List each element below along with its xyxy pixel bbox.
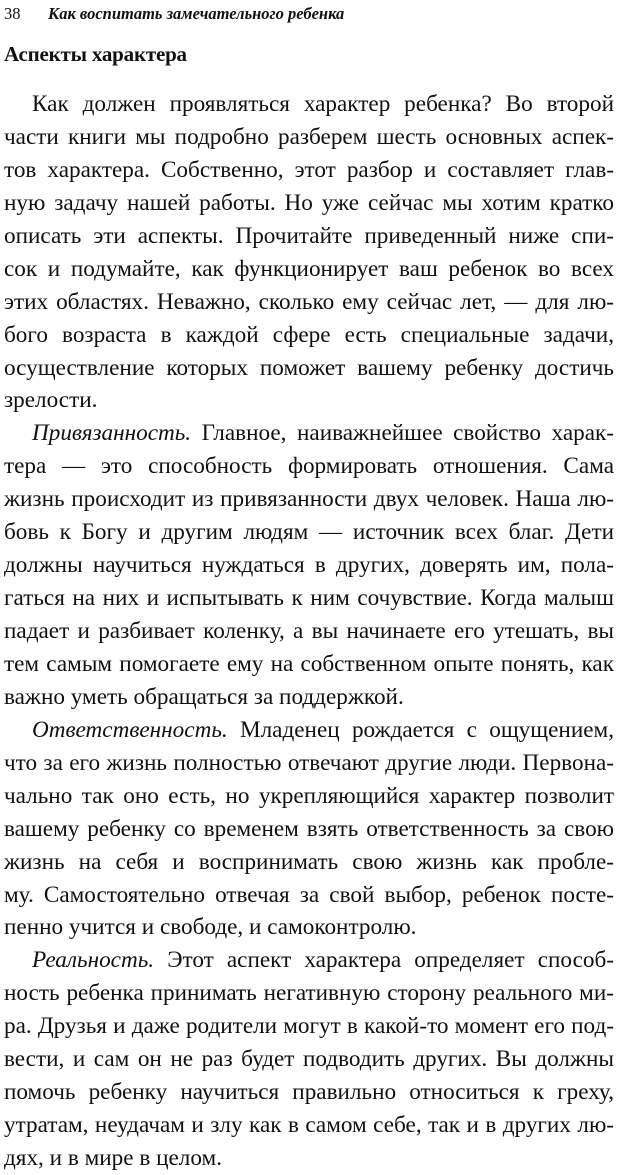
paragraph-1-line: сок и подумайте, как функционирует ваш ребенок во всех: [4, 255, 614, 282]
paragraph-3-line: пенно учится и свободе, и самоконтролю.: [4, 914, 417, 941]
paragraph-2-first-line: [4, 417, 614, 450]
paragraph-1-line: ную задачу нашей работы. Но уже сейчас мы хотим кратко: [4, 189, 614, 216]
paragraph-3-line: жизнь на себя и воспринимать свою жизнь как пробле-: [4, 848, 614, 875]
paragraph-2-line: тера — это способность формировать отношения. Сама: [4, 453, 614, 480]
paragraph-4-line: помочь ребенку научиться правильно относиться к греху,: [4, 1079, 614, 1106]
paragraph-4-line: утратам, неудачам и злу как в самом себе, так и в других лю-: [4, 1112, 614, 1139]
page-number: 38: [4, 4, 21, 23]
paragraph-4-line: ность ребенка принимать негативную сторону реального ми-: [4, 980, 614, 1007]
paragraph-4-line: дях, и в мире в целом.: [4, 1145, 223, 1171]
term-responsibility: Ответственность.: [32, 716, 228, 743]
paragraph-3-line: что за его жизнь полностью отвечают другие люди. Первона-: [4, 749, 614, 776]
paragraph-3-line: му. Самостоятельно отвечая за свой выбор, ребенок посте-: [4, 881, 614, 908]
paragraph-4-line: вести, и сам он не раз будет подводить других. Вы должны: [4, 1046, 614, 1073]
paragraph-1-line: этих областях. Неважно, сколько ему сейчас лет, — для лю-: [4, 288, 614, 315]
paragraph-2-line: важно уметь обращаться за поддержкой.: [4, 683, 404, 710]
paragraph-2-line: падает и разбивает коленку, а вы начинаете его утешать, вы: [4, 618, 614, 644]
body-text: [4, 88, 614, 1175]
paragraph-1-line: осуществление которых поможет вашему ребенку достичь: [4, 354, 614, 381]
paragraph-4-line: ра. Друзья и даже родители могут в какой-то момент его под-: [4, 1013, 614, 1040]
running-head: [4, 2, 614, 26]
paragraph-1-line: части книги мы подробно разберем шесть основных аспек-: [4, 123, 614, 150]
paragraph-1-line: зрелости.: [4, 387, 98, 414]
paragraph-3-first-line: [4, 714, 614, 747]
paragraph-1-line: тов характера. Собственно, этот разбор и составляет глав-: [4, 156, 614, 183]
paragraph-2-line: должны научиться нуждаться в других, доверять им, пола-: [4, 552, 614, 579]
term-reality: Реальность.: [32, 947, 155, 974]
section-heading: Аспекты характера: [4, 42, 187, 66]
paragraph-3-line: вашему ребенку со временем взять ответственность за свою: [4, 815, 614, 842]
paragraph-2-line: Главное, наиважнейшее свойство харак-: [191, 420, 614, 447]
paragraph-1-line: описать эти аспекты. Прочитайте приведенный ниже спи-: [4, 222, 614, 249]
paragraph-1-line: бого возраста в каждой сфере есть специальные задачи,: [4, 321, 614, 348]
book-page: [4, 0, 614, 1171]
paragraph-2-line: гаться на них и испытывать к ним сочувствие. Когда малыш: [4, 585, 614, 612]
paragraph-4-line: Этот аспект характера определяет способ-: [154, 947, 614, 974]
paragraph-3-line: чально так оно есть, но укрепляющийся характер позволит: [4, 782, 614, 809]
term-attachment: Привязанность.: [32, 420, 192, 447]
book-title: Как воспитать замечательного ребенка: [48, 4, 345, 23]
paragraph-3-line: Младенец рождается с ощущением,: [227, 716, 614, 743]
paragraph-2-line: бовь к Богу и другим людям — источник всех благ. Дети: [4, 519, 614, 546]
paragraph-4-first-line: [4, 944, 614, 977]
paragraph-2-line: тем самым помогаете ему на собственном опыте понять, как: [4, 650, 614, 677]
paragraph-1-line: Как должен проявляться характер ребенка? Во второй: [32, 91, 614, 117]
paragraph-2-line: жизнь происходит из привязанности двух человек. Наша лю-: [4, 486, 614, 513]
